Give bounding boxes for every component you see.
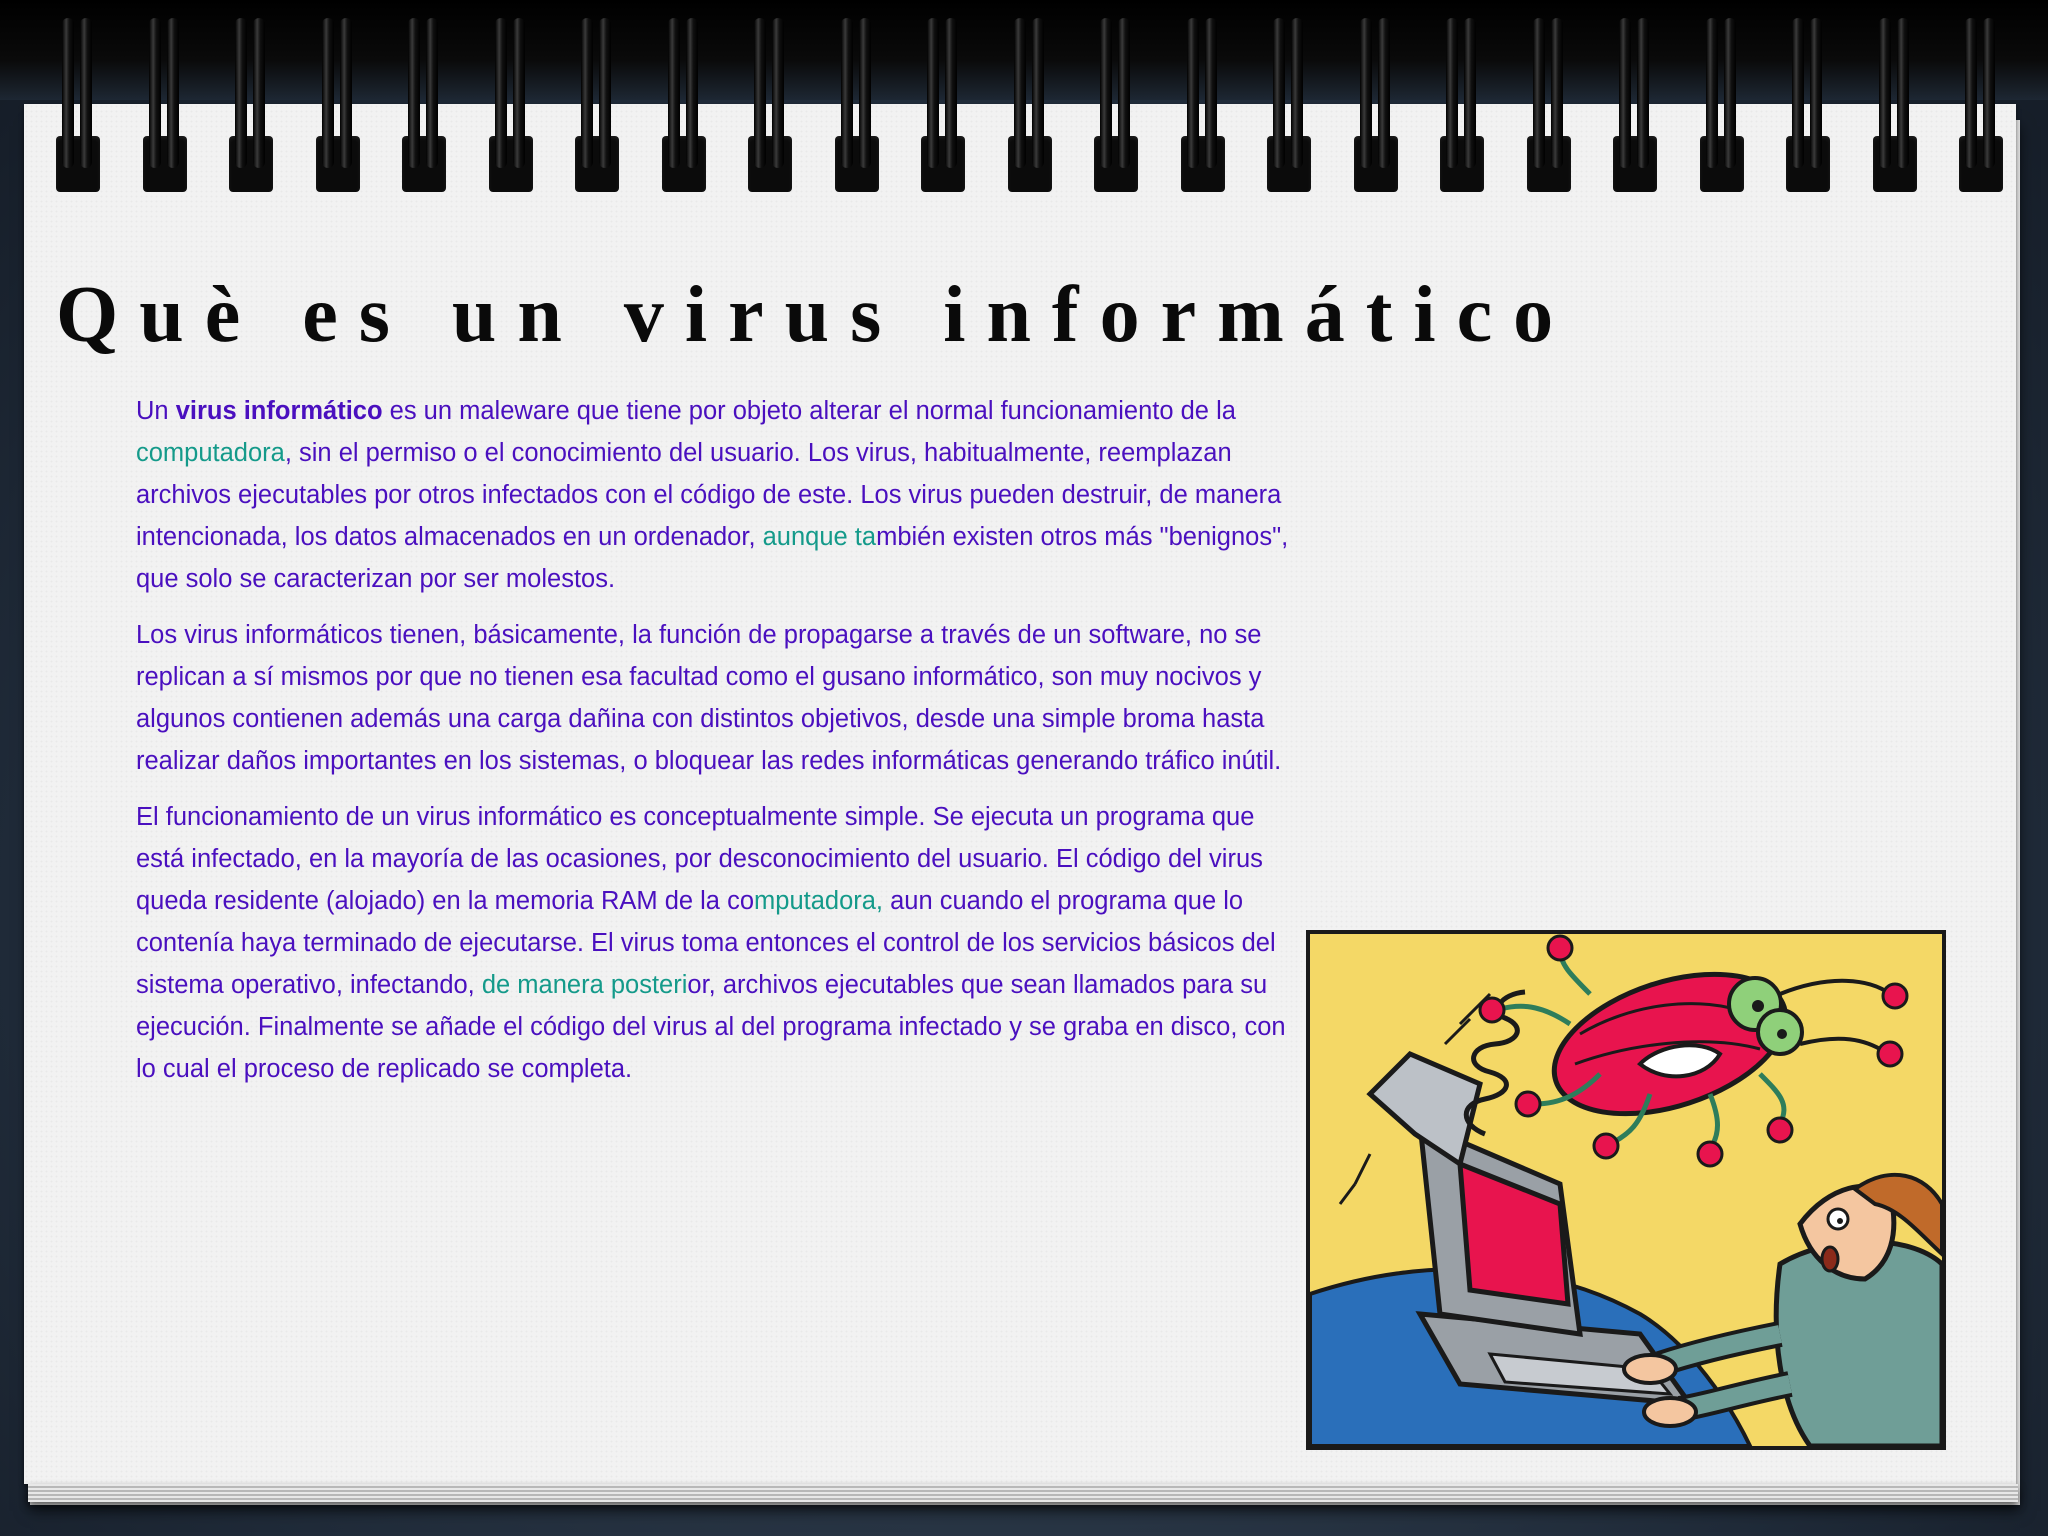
text-segment: aun cuando el programa que lo contenía haya terminado de ejecutarse. El virus toma entonces el control de los servicios básicos del sistema operativo, infectando, [136,887,1276,999]
binding-ring [1354,18,1398,188]
binding-ring [229,18,273,188]
binding-ring [1700,18,1744,188]
text-segment: mbién existen otros más "benignos", que solo se caracterizan por ser molestos. [136,523,1289,593]
binding-ring [1267,18,1311,188]
binding-ring [662,18,706,188]
binding-ring [1527,18,1571,188]
virus-bug-computer-cartoon-icon [1310,934,1942,1446]
page-stack-edge [28,1484,2018,1502]
binding-ring [402,18,446,188]
binding-ring [575,18,619,188]
highlighted-text: mputadora, [754,887,884,915]
slide-title: Què es un virus informático [56,271,1575,359]
binding-ring [1873,18,1917,188]
text-segment: es un maleware que tiene por objeto alterar el normal funcionamiento de la [382,397,1236,425]
virus-cartoon-illustration [1306,930,1946,1450]
binding-ring [921,18,965,188]
highlighted-text: computadora [136,439,285,467]
binding-ring [1181,18,1225,188]
binding-ring [748,18,792,188]
paragraph-1 [136,390,1296,600]
paragraph-3 [136,796,1296,1090]
slide-body [136,390,1296,1104]
binding-ring [1440,18,1484,188]
binding-ring [1613,18,1657,188]
text-segment: El funcionamiento de un virus informático es conceptualmente simple. Se ejecuta un programa que está infectado, en la mayoría de las ocasiones, por desconocimiento del usuario. El código del virus queda residente (alojado) en la memoria RAM de la co [136,803,1263,915]
bold-term: virus informático [175,397,383,425]
binding-ring [1094,18,1138,188]
binding-ring [143,18,187,188]
binding-ring [1959,18,2003,188]
binding-ring [835,18,879,188]
binding-ring [316,18,360,188]
text-segment: Los virus informáticos tienen, básicamente, la función de propagarse a través de un software, no se replican a sí mismos por que no tienen esa facultad como el gusano informático, son muy nocivos y algunos contienen además una carga dañina con distintos objetivos, desde una simple broma hasta realizar daños importantes en los sistemas, o bloquear las redes informáticas generando tráfico inútil. [136,621,1282,775]
binding-ring [1008,18,1052,188]
text-segment: Un [136,397,176,425]
binding-ring [1786,18,1830,188]
spiral-binding [0,10,2048,185]
highlighted-text: de manera posteri [481,971,688,999]
paragraph-2 [136,614,1296,782]
text-segment: or, archivos ejecutables que sean llamados para su ejecución. Finalmente se añade el código del virus al del programa infectado y se graba en disco, con lo cual el proceso de replicado se completa. [136,971,1286,1083]
binding-ring [489,18,533,188]
highlighted-text: aunque ta [762,523,877,551]
binding-ring [56,18,100,188]
text-segment: , sin el permiso o el conocimiento del usuario. Los virus, habitualmente, reemplazan archivos ejecutables por otros infectados con el código de este. Los virus pueden destruir, de manera intencionada, los datos almacenados en un ordenador, [136,439,1282,551]
